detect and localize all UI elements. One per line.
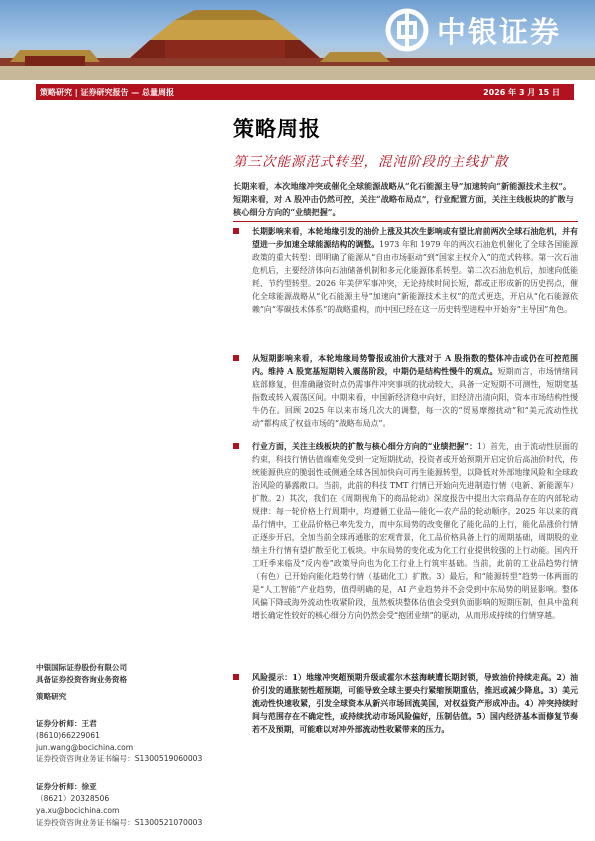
bullet-body: 短期而言，市场情绪同底部修复，但准确融资时点仍需事件冲突事项的扰动较大，具备一定短期不可测性，短期宽基指数或转入震荡区间。中期来看，中国新经济稳中向好，旧经济出清向阳，资本市场结构性慢牛仍在。回顾 2025 年以来市场几次大的调整，每一次的“贸易摩擦扰动”和“美元流动性扰动”都构成了权益市场的“战略布局点”。	[252, 367, 578, 428]
bullet-body: 1）首先，由于流动性层面的约束，科技行情估值端难免受到一定短期扰动，投资者或开始预期开启定价后高油价时代，传统能源供应的脆弱性或侧通全球各国加快向可再生能源转型，以降低对外部地缘风险和全球政治风险的暴露敞口。当前，此前的科技 TMT 行情已开始向先进制造行情（电新、新能源车）扩散。2）其次，我们在《周期视角下的商品轮动》深度报告中提出大宗商品存在的内部轮动规律：每一轮价格上行周期中，均遵循工业品—能化—农产品的轮动顺序。2025 年以来的商品行情中，工业品价格已率先发力，而中东局势的改变催化了能化品的上行，能化品涨价行情正逐步开启，全加当前全球再通胀的宏观背景，化工品价格具备上行的周期基础，周期股的业绩主升行情有望扩散至化工板块。中东局势的变化或为化工行业提供较强的上行动能。国内开工旺季来临及“反内卷”政策导向也为化工行业上行筑牢基础。当前，此前的工业品趋势行情（有色）已开始向能化趋势行情（基础化工）扩散。3）最后，和“能源转型”趋势一体两面的是“人工智能”产业趋势，值得明确的是，AI 产业趋势并不会受到中东局势的明显影响。整体风偏下降或海外流动性收紧阶段，虽然板块整体估值会受到负面影响的短期压制，但具中盈利增长确定性较好的核心细分方向仍然会受“抱团业绩”的驱动，从而形成持续的行情穿越。	[252, 442, 578, 620]
report-date: 2026 年 3 月 15 日	[483, 88, 560, 97]
category-bar	[36, 84, 574, 100]
research-tag: 策略研究	[36, 692, 67, 701]
company-name: 中银国际证券股份有限公司	[36, 663, 128, 672]
page-title: 策略周报	[233, 117, 321, 141]
bullet-heading: 长期影响来看，本轮地缘引发的油价上涨及其次生影响或有望比肩前两次全球石油危机，并有望进一步加速全球能源结构的调整。	[252, 227, 578, 249]
report-summary: 长期来看，本次地缘冲突或催化全球能源战略从“化石能源主导”加速转向“新能源技术主权”。短期来看，对 A 股冲击仍然可控，关注“战略布局点”，行业配置方面，关注主线板块的扩散与核心细分方向的“业绩把握”。	[233, 181, 574, 217]
brand-name: 中银证券	[437, 15, 562, 49]
analyst-cert: 证券投资咨询业务证书编号：S1300521070003	[36, 817, 203, 827]
analyst-cert: 证券投资咨询业务证书编号：S1300519060003	[36, 754, 203, 764]
bullet-marker-icon	[233, 674, 239, 680]
bullet-industry	[233, 440, 578, 622]
bullet-marker-icon	[233, 355, 239, 361]
page-subtitle: 第三次能源范式转型，混沌阶段的主线扩散	[233, 154, 509, 170]
analyst-email[interactable]: ya.xu@bocichina.com	[36, 805, 120, 815]
bullet-heading: 从短期影响来看，本轮地缘局势警报或油价大涨对于 A 股指数的整体冲击或仍在可控范围内。维持 A 股宽基短期转入震荡阶段，中期仍是结构性慢牛的观点。	[252, 354, 578, 376]
bullet-short-term	[233, 352, 578, 430]
summary-divider	[233, 221, 578, 222]
company-qualification: 具备证券投资咨询业务资格	[36, 675, 128, 684]
analyst-name: 证券分析师：王君	[36, 719, 97, 728]
bullet-marker-icon	[233, 443, 239, 449]
brand-logo	[385, 6, 595, 54]
sidebar-info	[36, 662, 216, 828]
bullet-marker-icon	[233, 228, 239, 234]
bullet-heading: 行业方面，关注主线板块的扩散与核心细分方向的“业绩把握”：	[252, 442, 478, 451]
analyst-name: 证券分析师：徐亚	[36, 782, 97, 792]
analyst-phone: （8621）20328506	[36, 793, 110, 803]
bullet-long-term	[233, 225, 578, 316]
analyst-email[interactable]: jun.wang@bocichina.com	[36, 742, 134, 752]
header-banner	[0, 0, 595, 80]
bullet-heading: 风险提示：1）地缘冲突超预期升级或霍尔木兹海峡遭长期封锁，导致油价持续走高。2）油价引发的通胀韧性超预期，可能导致全球主要央行紧缩预期重估，推迟或减少降息。3）美元流动性快速收紧，引发全球资本从新兴市场回流美国，对权益资产形成冲击。4）冲突持续时间与范围存在不确定性，或持续扰动市场风险偏好，压制估值。5）国内经济基本面修复节奏若不及预期，可能难以对冲外部流动性收紧带来的压力。	[252, 673, 578, 734]
bullet-risk	[233, 671, 578, 736]
analyst-phone: (8610)66229061	[36, 730, 100, 740]
analyst-card	[36, 781, 216, 828]
report-category: 策略研究 | 证券研究报告 — 总量周报	[40, 88, 175, 97]
bullet-body: 1973 年和 1979 年的两次石油危机催化了全球各国能源政策的重大转型：即明确了能源从“自由市场驱动”到“国家主权介入”的范式转移。第一次石油危机后，主要经济体向石油储备机制和多元化能源体系转型。第二次石油危机后，加速向低能耗、节约型转型。2026 年美伊军事冲突，无论持续时间长短，都或正形成新的历史拐点，催化全球能源战略从“化石能源主导”加速向“新能源技术主权”的范式更迭，开启从“化石能源依赖”向“零碳技术体系”的战略重构，而中国已经在这一历史转型进程中开始夯“主导国”角色。	[252, 240, 578, 314]
analyst-card	[36, 718, 216, 765]
bank-of-china-logo-icon	[385, 8, 429, 52]
